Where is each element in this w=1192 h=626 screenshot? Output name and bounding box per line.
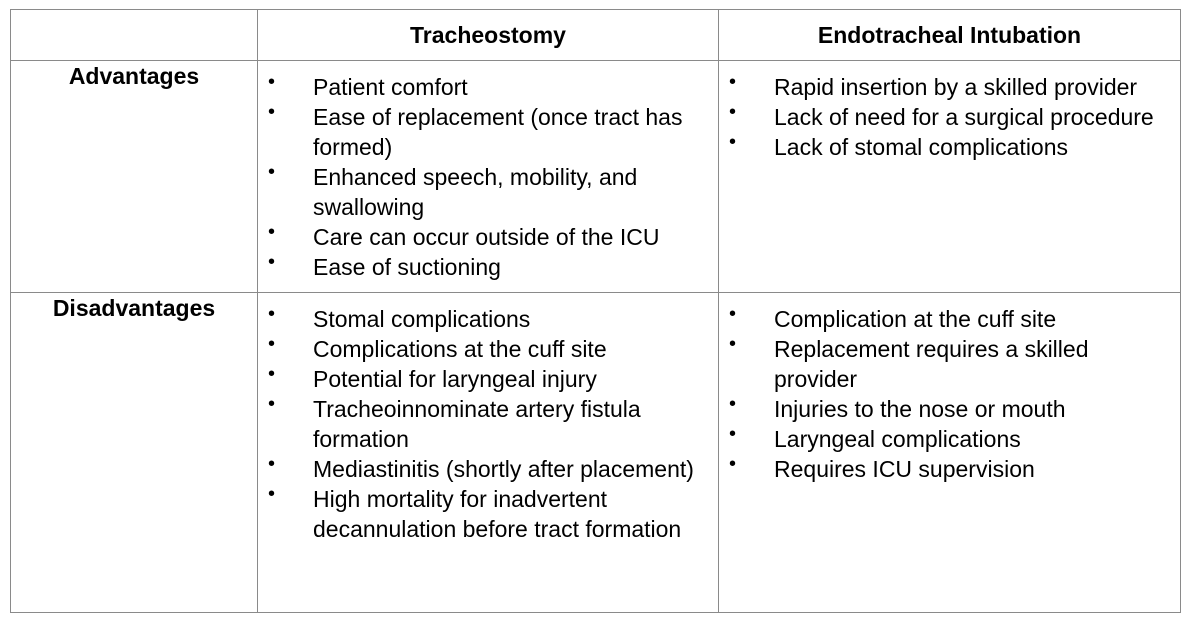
- disadvantages-intubation-list: [719, 293, 1180, 484]
- bullet-icon: •: [268, 483, 276, 505]
- bullet-icon: •: [268, 101, 276, 123]
- bullet-icon: •: [729, 333, 737, 355]
- header-tracheostomy: Tracheostomy: [258, 10, 719, 61]
- bullet-icon: •: [729, 393, 737, 415]
- bullet-icon: •: [729, 71, 737, 93]
- list-item: • Stomal complications: [258, 304, 708, 334]
- bullet-icon: •: [268, 161, 276, 183]
- advantages-intubation-cell: [719, 61, 1181, 293]
- row-label-advantages: Advantages: [11, 61, 258, 293]
- list-item: • High mortality for inadvertent decannulation before tract formation: [258, 484, 708, 544]
- list-item: • Patient comfort: [258, 72, 708, 102]
- bullet-icon: •: [729, 423, 737, 445]
- header-row: [11, 10, 1181, 61]
- bullet-icon: •: [268, 393, 276, 415]
- list-item: • Complication at the cuff site: [719, 304, 1170, 334]
- disadvantages-intubation-cell: [719, 293, 1181, 613]
- advantages-tracheostomy-cell: [258, 61, 719, 293]
- list-item: • Mediastinitis (shortly after placement): [258, 454, 708, 484]
- advantages-intubation-list: [719, 61, 1180, 162]
- disadvantages-tracheostomy-cell: [258, 293, 719, 613]
- bullet-icon: •: [268, 453, 276, 475]
- list-item: • Laryngeal complications: [719, 424, 1170, 454]
- disadvantages-row: [11, 293, 1181, 613]
- list-item: • Enhanced speech, mobility, and swallowing: [258, 162, 708, 222]
- list-item: • Potential for laryngeal injury: [258, 364, 708, 394]
- disadvantages-tracheostomy-list: [258, 293, 718, 544]
- list-item: • Replacement requires a skilled provider: [719, 334, 1170, 394]
- bullet-icon: •: [729, 303, 737, 325]
- bullet-icon: •: [268, 251, 276, 273]
- list-item: • Injuries to the nose or mouth: [719, 394, 1170, 424]
- corner-cell: [11, 10, 258, 61]
- list-item: • Ease of replacement (once tract has formed): [258, 102, 708, 162]
- row-label-disadvantages: Disadvantages: [11, 293, 258, 613]
- advantages-tracheostomy-list: [258, 61, 718, 282]
- list-item: • Requires ICU supervision: [719, 454, 1170, 484]
- advantages-row: [11, 61, 1181, 293]
- list-item: • Complications at the cuff site: [258, 334, 708, 364]
- bullet-icon: •: [268, 303, 276, 325]
- bullet-icon: •: [729, 131, 737, 153]
- list-item: • Ease of suctioning: [258, 252, 708, 282]
- list-item: • Lack of need for a surgical procedure: [719, 102, 1170, 132]
- bullet-icon: •: [268, 221, 276, 243]
- list-item: • Rapid insertion by a skilled provider: [719, 72, 1170, 102]
- list-item: • Care can occur outside of the ICU: [258, 222, 708, 252]
- bullet-icon: •: [729, 453, 737, 475]
- list-item: • Tracheoinnominate artery fistula formation: [258, 394, 708, 454]
- comparison-table: [10, 9, 1181, 613]
- header-endotracheal-intubation: Endotracheal Intubation: [719, 10, 1181, 61]
- bullet-icon: •: [268, 71, 276, 93]
- bullet-icon: •: [268, 333, 276, 355]
- list-item: • Lack of stomal complications: [719, 132, 1170, 162]
- bullet-icon: •: [268, 363, 276, 385]
- bullet-icon: •: [729, 101, 737, 123]
